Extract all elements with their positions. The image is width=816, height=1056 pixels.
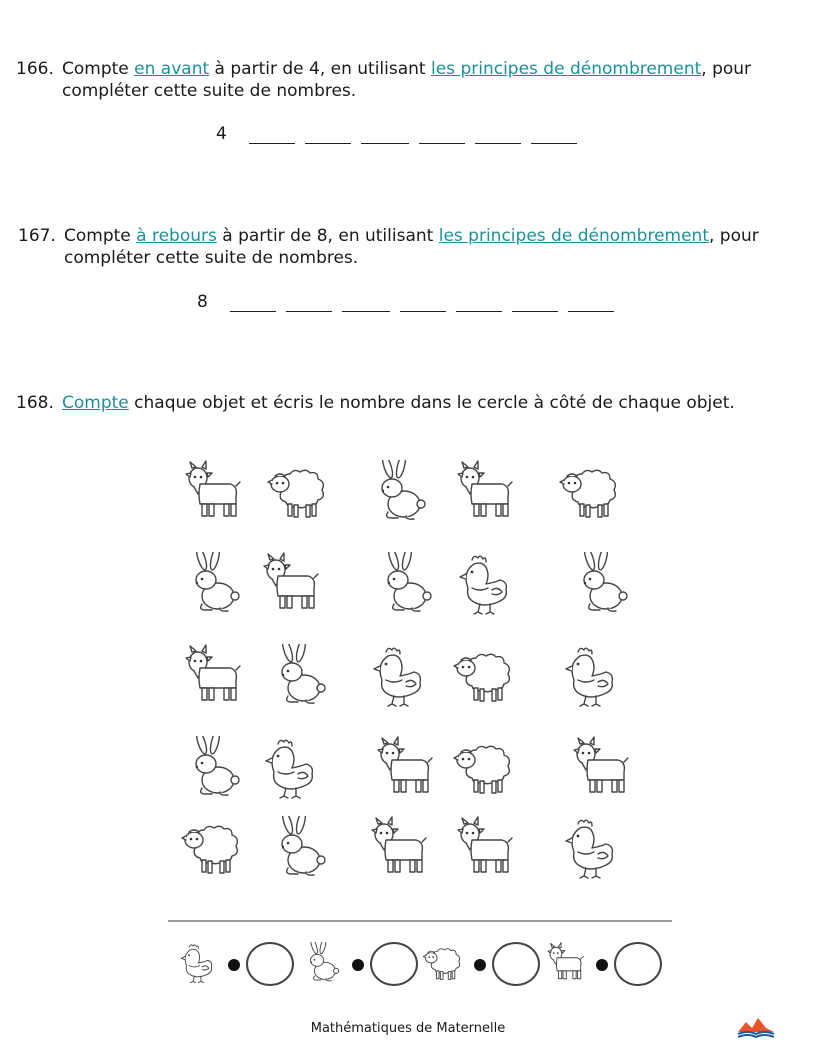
answer-blank[interactable] [456, 293, 502, 312]
legend-item [300, 938, 420, 988]
animal-grid [170, 460, 650, 890]
rabbit-icon [266, 816, 330, 880]
sheep-icon [452, 644, 516, 708]
sheep-icon [266, 460, 330, 524]
question-number: 167. [18, 226, 56, 246]
rabbit-icon [300, 942, 342, 984]
bullet-dot [474, 959, 486, 971]
answer-blank[interactable] [230, 293, 276, 312]
question-text [62, 58, 782, 102]
sequence-start: 4 [216, 124, 227, 144]
divider [168, 920, 672, 922]
goat-icon [372, 736, 436, 800]
text-part: , pour compléter cette suite de nombres. [62, 59, 752, 101]
question-text [62, 392, 782, 414]
sheep-icon [422, 942, 464, 984]
link-compte[interactable]: Compte [62, 393, 129, 413]
answer-circle[interactable] [614, 942, 662, 986]
answer-blank[interactable] [512, 293, 558, 312]
goat-icon [258, 552, 322, 616]
answer-blank[interactable] [305, 125, 351, 144]
goat-icon [366, 816, 430, 880]
answer-blank[interactable] [342, 293, 390, 312]
text-part: à partir de 8, en utilisant [216, 226, 439, 246]
sheep-icon [180, 816, 244, 880]
link-a-rebours[interactable]: à rebours [136, 226, 217, 246]
text-part: , pour compléter cette suite de nombres. [64, 226, 759, 268]
goat-icon [452, 816, 516, 880]
legend-item [544, 938, 664, 988]
answer-legend [176, 938, 676, 988]
chicken-icon [558, 816, 622, 880]
goat-icon [452, 460, 516, 524]
answer-blank[interactable] [568, 293, 614, 312]
text-part: Compte [64, 226, 137, 246]
question-number: 168. [16, 393, 54, 413]
sheep-icon [452, 736, 516, 800]
answer-blank[interactable] [531, 125, 577, 144]
sequence-167 [197, 292, 624, 312]
chicken-icon [558, 644, 622, 708]
answer-blank[interactable] [286, 293, 332, 312]
rabbit-icon [372, 552, 436, 616]
chicken-icon [452, 552, 516, 616]
question-text [64, 225, 784, 269]
link-en-avant[interactable]: en avant [134, 59, 210, 79]
bullet-dot [352, 959, 364, 971]
answer-blank[interactable] [249, 125, 295, 144]
answer-circle[interactable] [370, 942, 418, 986]
answer-blank[interactable] [361, 125, 409, 144]
rabbit-icon [568, 552, 632, 616]
goat-icon [544, 942, 586, 984]
chicken-icon [176, 942, 218, 984]
legend-item [176, 938, 296, 988]
text-part: chaque objet et écris le nombre dans le cercle à côté de chaque objet. [128, 393, 735, 413]
rabbit-icon [366, 460, 430, 524]
answer-circle[interactable] [492, 942, 540, 986]
brand-logo-icon [736, 1014, 776, 1038]
bullet-dot [228, 959, 240, 971]
chicken-icon [366, 644, 430, 708]
answer-blank[interactable] [400, 293, 446, 312]
goat-icon [180, 644, 244, 708]
rabbit-icon [266, 644, 330, 708]
rabbit-icon [180, 736, 244, 800]
text-part: Compte [62, 59, 135, 79]
link-principes-denombrement[interactable]: les principes de dénombrement [431, 59, 702, 79]
rabbit-icon [180, 552, 244, 616]
answer-blank[interactable] [419, 125, 465, 144]
goat-icon [568, 736, 632, 800]
sheep-icon [558, 460, 622, 524]
bullet-dot [596, 959, 608, 971]
answer-blank[interactable] [475, 125, 521, 144]
link-principes-denombrement[interactable]: les principes de dénombrement [438, 226, 709, 246]
legend-item [422, 938, 542, 988]
question-number: 166. [16, 59, 54, 79]
text-part: à partir de 4, en utilisant [209, 59, 431, 79]
sequence-start: 8 [197, 292, 208, 312]
footer-text: Mathématiques de Maternelle [310, 1021, 506, 1036]
answer-circle[interactable] [246, 942, 294, 986]
sequence-166 [216, 124, 587, 144]
chicken-icon [258, 736, 322, 800]
goat-icon [180, 460, 244, 524]
